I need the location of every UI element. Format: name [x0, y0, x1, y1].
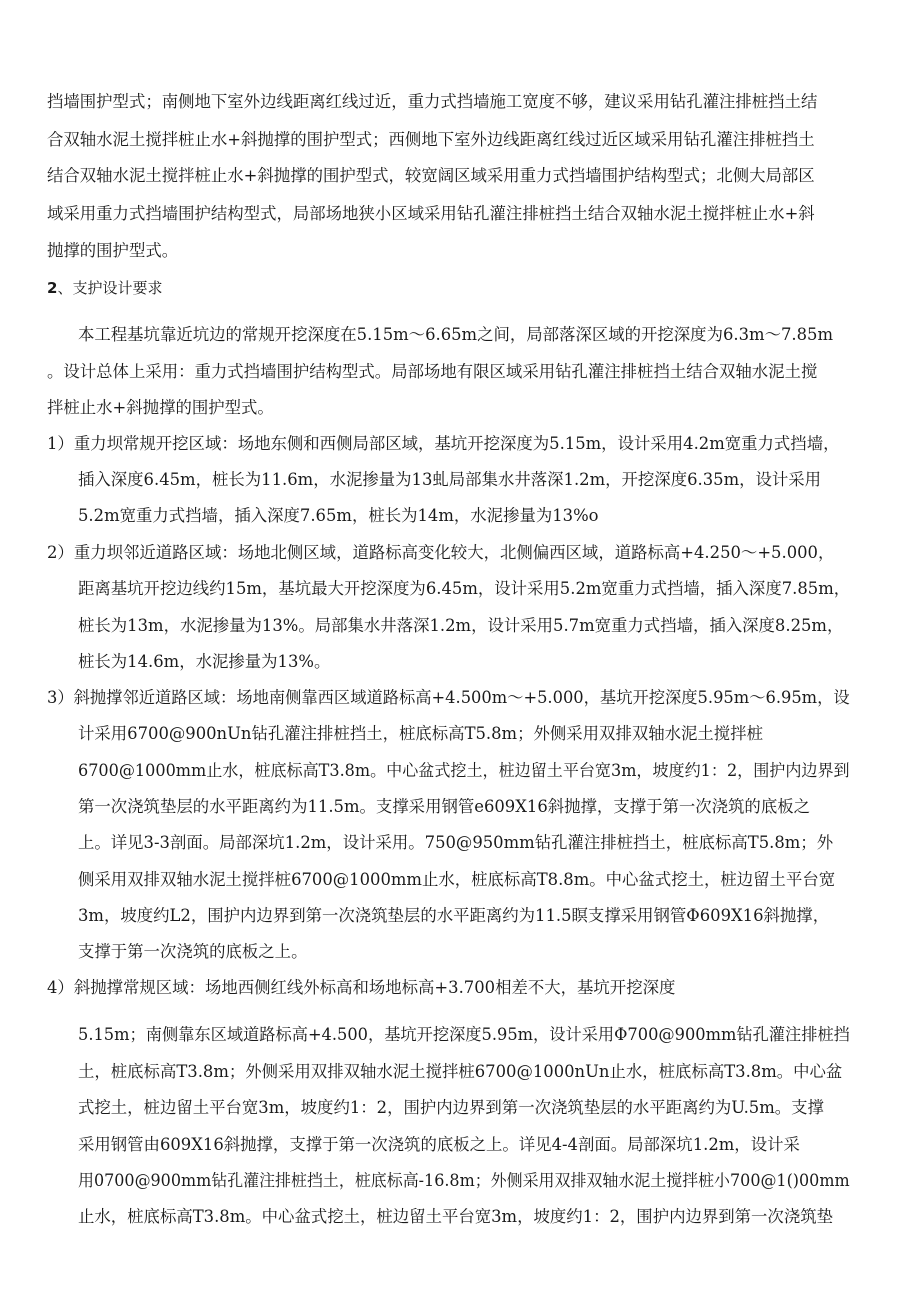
item3-line-1: 3）斜抛撑邻近道路区域：场地南侧靠西区域道路标高+4.500m～+5.000，基坑开挖深度5.95m～6.95m，设: [47, 688, 850, 707]
item2-line-4: 桩长为14.6m，水泥掺量为13%。: [78, 652, 331, 671]
item4-line-1: 4）斜抛撑常规区域：场地西侧红线外标高和场地标高+3.700相差不大，基坑开挖深度: [47, 978, 676, 997]
item3-line-3: 6700@1000mm止水，桩底标高T3.8m。中心盆式挖土，桩边留土平台宽3m，坡度约1：2，围护内边界到: [78, 761, 850, 780]
item4-line-4: 式挖土，桩边留土平台宽3m，坡度约1：2，围护内边界到第一次浇筑垫层的水平距离约为U.5m。支撑: [78, 1098, 824, 1117]
item4-line-5: 采用钢管由609X16斜抛撑，支撑于第一次浇筑的底板之上。详见4-4剖面。局部深坑1.2m，设计采: [78, 1135, 800, 1154]
item4-line-6: 用0700@900mm钻孔灌注排桩挡土，桩底标高-16.8m；外侧采用双排双轴水泥土搅拌桩小700@1()00mm: [78, 1171, 850, 1190]
overview-line-3: 拌桩止水+斜抛撑的围护型式。: [47, 398, 274, 417]
item4-line-3: 土，桩底标高T3.8m；外侧采用双排双轴水泥土搅拌桩6700@1000nUn止水，桩底标高T3.8m。中心盆: [78, 1062, 843, 1081]
item1-line-1: 1）重力坝常规开挖区域：场地东侧和西侧局部区域，基坑开挖深度为5.15m，设计采用4.2m宽重力式挡墙，: [47, 434, 840, 453]
intro-line-3: 结合双轴水泥土搅拌桩止水+斜抛撑的围护型式，较宽阔区域采用重力式挡墙围护结构型式；北侧大局部区: [47, 166, 815, 185]
item3-line-2: 计采用6700@900nUn钻孔灌注排桩挡土，桩底标高T5.8m；外侧采用双排双轴水泥土搅拌桩: [78, 724, 763, 743]
item3-line-6: 侧采用双排双轴水泥土搅拌桩6700@1000mm止水，桩底标高T8.8m。中心盆式挖土，桩边留土平台宽: [78, 870, 836, 889]
item4-line-7: 止水，桩底标高T3.8m。中心盆式挖土，桩边留土平台宽3m，坡度约1：2，围护内边界到第一次浇筑垫: [78, 1207, 833, 1226]
item1-line-3: 5.2m宽重力式挡墙，插入深度7.65m，桩长为14m，水泥掺量为13%o: [78, 506, 599, 525]
intro-line-4: 域采用重力式挡墙围护结构型式，局部场地狭小区域采用钻孔灌注排桩挡土结合双轴水泥土搅拌桩止水+斜: [47, 204, 815, 223]
item2-line-2: 距离基坑开挖边线约15m，基坑最大开挖深度为6.45m，设计采用5.2m宽重力式挡墙，插入深度7.85m，: [78, 579, 851, 598]
item3-line-4: 第一次浇筑垫层的水平距离约为11.5m。支撑采用钢管e609X16斜抛撑，支撑于第一次浇筑的底板之: [78, 797, 810, 816]
overview-line-2: 。设计总体上采用：重力式挡墙围护结构型式。局部场地有限区域采用钻孔灌注排桩挡土结合双轴水泥土搅: [47, 362, 818, 381]
item3-line-7: 3m，坡度约L2，围护内边界到第一次浇筑垫层的水平距离约为11.5瞑支撑采用钢管Φ609X16斜抛撑，: [78, 906, 830, 925]
item3-line-5: 上。详见3-3剖面。局部深坑1.2m，设计采用。750@950mm钻孔灌注排桩挡土，桩底标高T5.8m；外: [78, 833, 834, 852]
item2-line-1: 2）重力坝邻近道路区域：场地北侧区域，道路标高变化较大，北侧偏西区域，道路标高+4.250～+5.000，: [47, 543, 835, 562]
item4-line-2: 5.15m；南侧靠东区域道路标高+4.500，基坑开挖深度5.95m，设计采用Φ700@900mm钻孔灌注排桩挡: [78, 1025, 850, 1044]
intro-line-1: 挡墙围护型式；南侧地下室外边线距离红线过近，重力式挡墙施工宽度不够，建议采用钻孔灌注排桩挡土结: [47, 92, 818, 111]
intro-line-5: 抛撑的围护型式。: [47, 241, 179, 260]
intro-line-2: 合双轴水泥土搅拌桩止水+斜抛撑的围护型式；西侧地下室外边线距离红线过近区域采用钻孔灌注排桩挡土: [47, 130, 815, 149]
overview-line-1: 本工程基坑靠近坑边的常规开挖深度在5.15m～6.65m之间，局部落深区域的开挖深度为6.3m～7.85m: [78, 325, 833, 344]
item1-line-2: 插入深度6.45m，桩长为11.6m，水泥掺量为13虬局部集水井落深1.2m，开挖深度6.35m，设计采用: [78, 470, 822, 489]
item3-line-8: 支撑于第一次浇筑的底板之上。: [78, 942, 308, 961]
section-number: 2: [47, 279, 58, 297]
section-title: 、支护设计要求: [57, 279, 163, 297]
item2-line-3: 桩长为13m，水泥掺量为13%。局部集水井落深1.2m，设计采用5.7m宽重力式挡墙，插入深度8.25m，: [78, 616, 844, 635]
section-heading: [47, 278, 162, 298]
